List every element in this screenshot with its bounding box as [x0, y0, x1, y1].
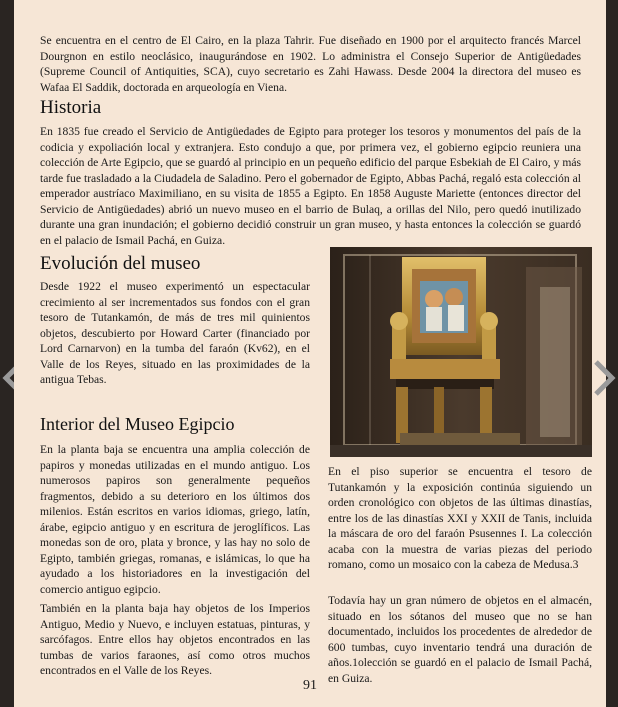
section-title-interior: Interior del Museo Egipcio — [40, 414, 235, 434]
next-page-button[interactable] — [592, 358, 618, 398]
intro-paragraph: Se encuentra en el centro de El Cairo, en la plaza Tahrir. Fue diseñado en 1900 por el arquitecto francés Marcel Dourgnon en estilo neoclásico, inaugurándose en 1902. Lo administra el Consejo Superior de Antigüedades (Supreme Council of Antiquities, SCA), cuyo secretario es Zahi Hawass. Desde 2004 la directora del museo es Wafaa El Saddik, doctorada en arqueología en Viena. — [40, 34, 581, 94]
right-paragraph-2: Todavía hay un gran número de objetos en el almacén, situado en los sótanos del museo que no se han documentado, incluidos los procedentes de alrededor de 600 tumbas, cuyo inventario tendrá una duración de años.1olección se guardó en el palacio de Ismail Pachá, en Guiza. — [328, 594, 592, 685]
historia-paragraph: En 1835 fue creado el Servicio de Antigüedades de Egipto para proteger los tesoros y monumentos del país de la codicia y expoliación local y extranjera. Esto condujo a que, por primera vez, el gobierno egipcio reuniera una colección de Arte Egipcio, que se guardó al principio en un pequeño edificio del parque Esbekiah de El Cairo, y más tarde fue trasladado a la Ciudadela de Saladino. Pero el gobernador de Egipto, Abbas Pachá, regaló esta colección al emperador austríaco Maximiliano, en su visita de 1855 a Egipto. En 1858 Auguste Mariette (entonces director del Servicio de Antigüedades) abrió un nuevo museo en el barrio de Bulaq, a orillas del Nilo, pero quedó inutilizado durante una gran inundación; el gobierno decidió construir un gran museo, y hasta entonces la colección se guardó en el palacio de Ismail Pachá, en Guiza. — [40, 125, 581, 247]
section-title-evolucion: Evolución del museo — [40, 253, 201, 274]
page-number: 91 — [303, 678, 317, 693]
right-paragraph-1: En el piso superior se encuentra el tesoro de Tutankamón y la exposición continúa siguiendo un orden cronológico con objetos de las últimas dinastías, entre los de las dinastías XXI y XXII de Tanis, incluida la máscara de oro del faraón Psusennes I. La colección acaba con la muestra de varias piezas del periodo romano, como un mosaico con la cabeza de Medusa.3 — [328, 465, 592, 571]
interior-paragraph-1: En la planta baja se encuentra una amplia colección de papiros y monedas utilizadas en el mundo antiguo. Los numerosos papiros son generalmente pequeños fragmentos, debido a su deterioro en los últimos dos milenios. Están escritos en varios idiomas, griego, latín, árabe, egipcio antiguo y en escritura de jeroglíficos. Las monedas son de oro, plata y bronce, y las hay no solo de Egipto, también griegas, romanas, e islámicas, lo que ha ayudado a los historiadores en la investigación del comercio antiguo egipcio. — [40, 443, 310, 596]
section-title-historia: Historia — [40, 97, 102, 118]
book-page — [14, 0, 606, 707]
chevron-right-icon — [592, 358, 618, 398]
interior-paragraph-2: También en la planta baja hay objetos de los Imperios Antiguo, Medio y Nuevo, e incluyen estatuas, pinturas, y sarcófagos. Entre ellos hay objetos encontrados en las tumbas de varios faraones, así como otros muchos encontrados en el Valle de los Reyes. — [40, 602, 310, 677]
golden-throne-photo — [330, 247, 592, 457]
evolucion-paragraph: Desde 1922 el museo experimentó un espectacular crecimiento al ser incrementados sus fondos con el gran tesoro de Tutankamón, de más de tres mil quinientos objetos, descubierto por Howard Carter (financiado por Lord Carnarvon) en la tumba del faraón (Kv62), en el Valle de los Reyes, situado en las proximidades de la antigua Tebas. — [40, 280, 310, 386]
